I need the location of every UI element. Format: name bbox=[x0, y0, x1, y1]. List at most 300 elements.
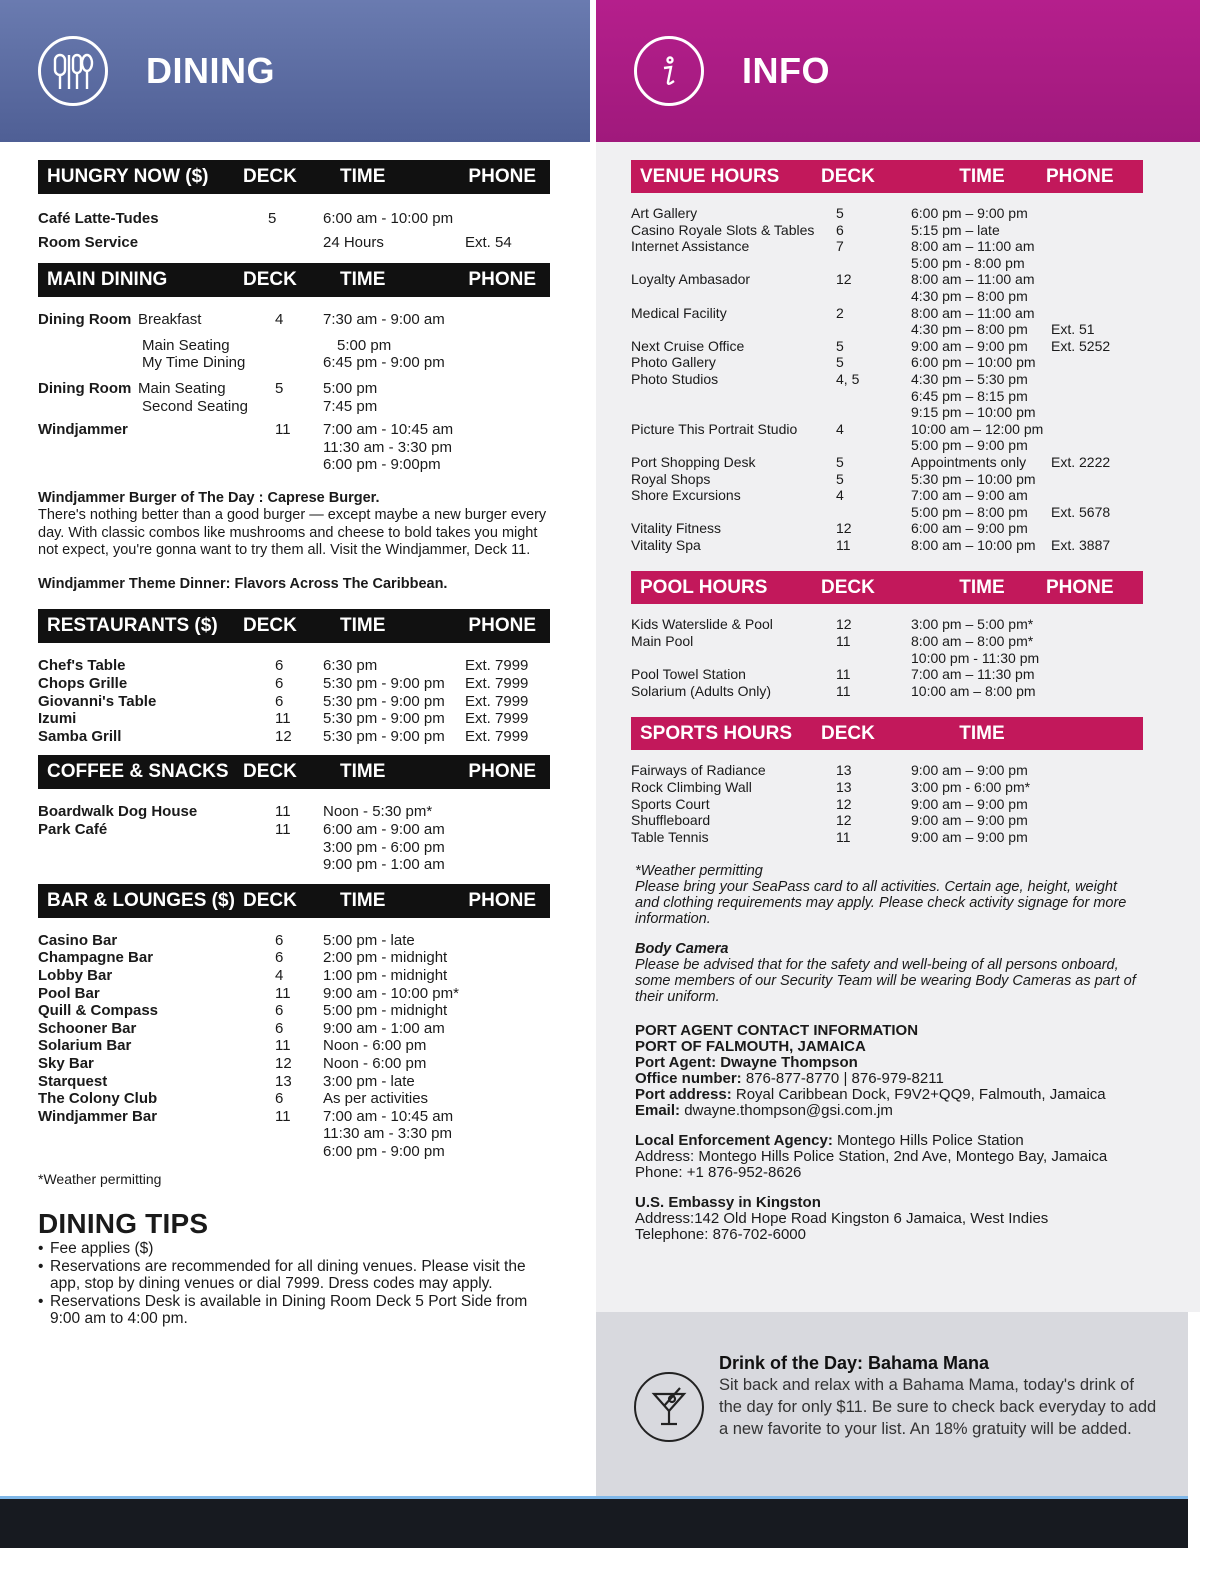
venue-deck: 11 bbox=[275, 803, 291, 821]
venue-phone: Ext. 3887 bbox=[1051, 536, 1111, 553]
venue-name bbox=[38, 1143, 275, 1161]
venue-time: 3:00 pm - 6:00 pm bbox=[323, 838, 445, 856]
port-agent: Port Agent: Dwayne Thompson bbox=[635, 1054, 858, 1072]
venue-name bbox=[38, 337, 138, 355]
venue-name: Pool Bar bbox=[38, 984, 100, 1002]
venue-deck: 11 bbox=[275, 984, 291, 1002]
venue-name: Fairways of Radiance bbox=[631, 762, 766, 779]
venue-sub bbox=[138, 439, 275, 457]
venue-deck: 6 bbox=[275, 1019, 284, 1037]
venue-sub: Main Seating bbox=[138, 379, 226, 397]
venue-deck bbox=[836, 437, 911, 454]
list-item bbox=[38, 1020, 550, 1038]
venue-deck bbox=[275, 456, 323, 474]
venue-name: Giovanni's Table bbox=[38, 692, 157, 710]
venue-name: Room Service bbox=[38, 233, 139, 251]
main-dining-header bbox=[38, 263, 550, 297]
list-item bbox=[631, 454, 1143, 471]
section-title: VENUE HOURS bbox=[640, 165, 780, 187]
venue-name: Quill & Compass bbox=[38, 1002, 159, 1020]
venue-name bbox=[38, 1125, 275, 1143]
list-item bbox=[631, 271, 1143, 288]
column-time: TIME bbox=[340, 889, 386, 911]
list-item bbox=[38, 856, 550, 874]
embassy-address: Address:142 Old Hope Road Kingston 6 Jamaica, West Indies bbox=[635, 1210, 1049, 1228]
enforcement-info bbox=[635, 1133, 1143, 1181]
venue-deck: 6 bbox=[275, 949, 284, 967]
list-item bbox=[38, 1125, 550, 1143]
venue-name bbox=[631, 288, 836, 305]
venue-deck: 2 bbox=[836, 304, 844, 321]
list-item bbox=[38, 803, 550, 821]
venue-time: 7:00 am – 11:30 pm bbox=[911, 666, 1035, 683]
venue-deck: 12 bbox=[275, 727, 292, 745]
list-item bbox=[38, 1037, 550, 1055]
list-item bbox=[38, 728, 550, 746]
venue-name bbox=[38, 856, 275, 874]
venue-time: 9:00 am – 9:00 pm bbox=[911, 337, 1028, 354]
column-deck: DECK bbox=[243, 889, 297, 911]
venue-time: 5:00 pm - midnight bbox=[323, 1002, 448, 1020]
seapass-note: Please bring your SeaPass card to all activities. Certain age, height, weight and clothing requirements may apply. Please check activity signage for more information. bbox=[635, 879, 1127, 928]
port-agent-info bbox=[635, 1023, 1143, 1119]
drink-description: Sit back and relax with a Bahama Mama, today's drink of the day for only $11. Be sure to check back everyday to add a new favorite to your list. An 18% gratuity will be added. bbox=[719, 1376, 1157, 1438]
venue-time: 9:00 pm - 1:00 am bbox=[323, 856, 445, 874]
venue-name: Photo Gallery bbox=[631, 354, 716, 371]
enforcement-phone: Phone: +1 876-952-8626 bbox=[635, 1164, 802, 1182]
list-item bbox=[631, 829, 1143, 846]
dining-column bbox=[38, 160, 550, 1328]
list-item bbox=[631, 222, 1143, 239]
venue-name bbox=[631, 404, 836, 421]
venue-phone bbox=[1051, 404, 1143, 421]
list-item bbox=[631, 437, 1143, 454]
column-time: TIME bbox=[340, 166, 386, 187]
venue-deck: 11 bbox=[275, 1107, 291, 1125]
venue-deck: 12 bbox=[836, 812, 852, 829]
venue-deck bbox=[268, 234, 323, 252]
list-item bbox=[631, 650, 1143, 667]
burger-title: Windjammer Burger of The Day : Caprese Burger. bbox=[38, 489, 380, 506]
tip-item: • Fee applies ($) bbox=[38, 1240, 550, 1258]
venue-time: As per activities bbox=[323, 1090, 429, 1108]
venue-name: Vitality Fitness bbox=[631, 520, 721, 537]
venue-sub: My Time Dining bbox=[142, 354, 246, 372]
burger-text: There's nothing better than a good burger — except maybe a new burger every day. With classic combos like mushrooms and cheese to bold takes you might not expect, you're gonna want to try them all. Visit the Windjammer, Deck 11. bbox=[38, 507, 547, 559]
venue-name: Royal Shops bbox=[631, 470, 711, 487]
venue-deck bbox=[836, 650, 911, 667]
venue-deck: 6 bbox=[275, 692, 284, 710]
venue-time: 9:00 am – 9:00 pm bbox=[911, 762, 1028, 779]
venue-name: Casino Royale Slots & Tables bbox=[631, 221, 815, 238]
venue-deck bbox=[275, 856, 323, 874]
list-item bbox=[38, 949, 550, 967]
list-item bbox=[38, 421, 550, 439]
venue-name: Port Shopping Desk bbox=[631, 453, 756, 470]
venue-deck: 11 bbox=[836, 633, 851, 650]
footer-bar bbox=[0, 1496, 1188, 1548]
venue-name bbox=[38, 456, 138, 474]
list-item bbox=[38, 932, 550, 950]
column-time: TIME bbox=[340, 761, 386, 783]
list-item bbox=[38, 693, 550, 711]
column-time: TIME bbox=[959, 165, 1005, 187]
venue-phone bbox=[1051, 255, 1143, 272]
body-camera-text: Please be advised that for the safety and well-being of all persons onboard, some members of our Security Team will be wearing Body Cameras as part of their uniform. bbox=[635, 957, 1136, 1006]
port-title: PORT AGENT CONTACT INFORMATION bbox=[635, 1022, 919, 1040]
venue-phone bbox=[1051, 371, 1143, 388]
venue-name: Starquest bbox=[38, 1072, 108, 1090]
drink-title: Drink of the Day: Bahama Mana bbox=[719, 1353, 990, 1373]
list-item bbox=[631, 354, 1143, 371]
venue-time: 5:30 pm – 10:00 pm bbox=[911, 470, 1036, 487]
venue-name bbox=[38, 439, 138, 457]
venue-deck bbox=[275, 1125, 323, 1143]
venue-time: 9:00 am - 10:00 pm* bbox=[323, 984, 459, 1002]
venue-name: Chef's Table bbox=[38, 657, 126, 675]
venue-name: Samba Grill bbox=[38, 727, 122, 745]
venue-deck: 13 bbox=[836, 762, 852, 779]
venue-name: Dining Room bbox=[38, 311, 132, 329]
venue-name: Picture This Portrait Studio bbox=[631, 420, 798, 437]
info-column bbox=[631, 160, 1143, 1243]
list-item bbox=[631, 255, 1143, 272]
venue-deck bbox=[275, 439, 323, 457]
venue-name: Next Cruise Office bbox=[631, 337, 745, 354]
column-phone: PHONE bbox=[468, 269, 536, 291]
pool-hours-list bbox=[631, 604, 1143, 717]
venue-name: Izumi bbox=[38, 710, 77, 728]
burger-of-day bbox=[38, 490, 550, 560]
venue-deck: 5 bbox=[836, 453, 844, 470]
office-label: Office number: bbox=[635, 1070, 742, 1088]
venue-deck: 11 bbox=[275, 1037, 291, 1055]
venue-deck: 13 bbox=[275, 1072, 292, 1090]
venue-name: Café Latte-Tudes bbox=[38, 210, 159, 227]
venue-deck: 4 bbox=[836, 420, 844, 437]
column-phone: PHONE bbox=[1046, 165, 1114, 187]
venue-deck: 5 bbox=[836, 354, 844, 371]
venue-time: 10:00 pm - 11:30 pm bbox=[911, 649, 1040, 666]
venue-name: Lobby Bar bbox=[38, 966, 113, 984]
venue-deck: 6 bbox=[275, 1090, 284, 1108]
venue-deck: 11 bbox=[836, 666, 851, 683]
coffee-snacks-list bbox=[38, 789, 550, 883]
embassy-phone: Telephone: 876-702-6000 bbox=[635, 1226, 806, 1244]
venue-name bbox=[38, 398, 138, 416]
venue-time: 11:30 am - 3:30 pm bbox=[323, 1125, 452, 1143]
list-item bbox=[38, 967, 550, 985]
venue-sub: Main Seating bbox=[142, 336, 230, 354]
venue-time: 6:45 pm - 9:00 pm bbox=[323, 354, 445, 372]
column-time: TIME bbox=[959, 576, 1005, 598]
venue-time: 8:00 am – 11:00 am bbox=[911, 271, 1035, 288]
section-title: POOL HOURS bbox=[640, 576, 768, 598]
venue-time: 5:30 pm - 9:00 pm bbox=[323, 692, 445, 710]
venue-time: 6:00 pm - 9:00 pm bbox=[323, 1142, 445, 1160]
venue-phone bbox=[1051, 487, 1143, 504]
venue-phone bbox=[1051, 271, 1143, 288]
venue-phone: Ext. 5678 bbox=[1051, 503, 1111, 520]
list-item bbox=[631, 205, 1143, 222]
venue-deck bbox=[275, 337, 323, 355]
venue-deck: 11 bbox=[836, 536, 851, 553]
venue-name: Solarium Bar bbox=[38, 1037, 132, 1055]
venue-phone bbox=[465, 210, 550, 228]
venue-deck: 11 bbox=[275, 710, 291, 728]
venue-deck: 6 bbox=[275, 675, 284, 693]
list-item bbox=[38, 839, 550, 857]
section-title: HUNGRY NOW ($) bbox=[47, 166, 209, 187]
venue-sub: Second Seating bbox=[142, 397, 248, 415]
list-item bbox=[631, 388, 1143, 405]
restaurants-list bbox=[38, 643, 550, 755]
venue-time: 5:00 pm bbox=[323, 379, 378, 397]
venue-time: 6:30 pm bbox=[323, 657, 378, 675]
venue-deck: 13 bbox=[836, 779, 852, 796]
list-item bbox=[38, 1090, 550, 1108]
enforcement-label: Local Enforcement Agency: bbox=[635, 1132, 833, 1150]
info-title: INFO bbox=[742, 50, 830, 91]
venue-name: Windjammer Bar bbox=[38, 1107, 158, 1125]
venue-phone bbox=[1051, 238, 1143, 255]
venue-time: 6:00 pm – 9:00 pm bbox=[911, 205, 1028, 221]
venue-time: 9:00 am – 9:00 pm bbox=[911, 795, 1028, 812]
venue-deck: 6 bbox=[275, 1002, 284, 1020]
venue-phone: Ext. 2222 bbox=[1051, 453, 1111, 470]
venue-time: 3:00 pm - late bbox=[323, 1072, 415, 1090]
venue-name bbox=[38, 354, 138, 372]
venue-name: Kids Waterslide & Pool bbox=[631, 616, 773, 633]
venue-phone bbox=[1051, 222, 1143, 239]
venue-deck bbox=[836, 321, 911, 338]
dining-header bbox=[0, 0, 590, 142]
list-item bbox=[38, 337, 550, 355]
venue-time: 9:00 am – 9:00 pm bbox=[911, 828, 1028, 845]
venue-name: Shuffleboard bbox=[631, 812, 711, 829]
list-item bbox=[631, 504, 1143, 521]
fork-knife-icon bbox=[38, 36, 108, 106]
list-item bbox=[38, 985, 550, 1003]
venue-name: Sports Court bbox=[631, 795, 710, 812]
venue-time: 6:00 pm - 9:00pm bbox=[323, 456, 441, 474]
weather-note: *Weather permitting bbox=[38, 1170, 162, 1187]
column-phone: PHONE bbox=[468, 761, 536, 783]
list-item bbox=[38, 439, 550, 457]
list-item bbox=[38, 311, 550, 329]
venue-time: 1:00 pm - midnight bbox=[323, 966, 448, 984]
venue-phone: Ext. 7999 bbox=[465, 675, 529, 693]
venue-time: 24 Hours bbox=[323, 233, 384, 251]
venue-deck: 4, 5 bbox=[836, 370, 860, 387]
list-item bbox=[631, 371, 1143, 388]
column-deck: DECK bbox=[821, 576, 875, 598]
venue-time: 8:00 am – 11:00 am bbox=[911, 304, 1035, 321]
venue-phone: Ext. 54 bbox=[465, 233, 512, 251]
venue-phone bbox=[1051, 520, 1143, 537]
venue-deck: 11 bbox=[275, 821, 291, 838]
bars-lounges-list bbox=[38, 918, 550, 1198]
venue-deck bbox=[836, 388, 911, 405]
venue-deck: 12 bbox=[836, 795, 852, 812]
venue-deck: 5 bbox=[268, 210, 277, 227]
list-item bbox=[38, 210, 550, 228]
section-title: MAIN DINING bbox=[47, 269, 168, 291]
venue-phone bbox=[1051, 388, 1143, 405]
column-deck: DECK bbox=[243, 269, 297, 291]
list-item bbox=[631, 762, 1143, 779]
venue-deck: 11 bbox=[836, 682, 851, 699]
list-item bbox=[38, 354, 550, 372]
port-name: PORT OF FALMOUTH, JAMAICA bbox=[635, 1038, 866, 1056]
weather-note: *Weather permitting bbox=[635, 863, 763, 880]
venue-hours-list bbox=[631, 193, 1143, 571]
list-item bbox=[631, 666, 1143, 683]
venue-name bbox=[631, 504, 836, 521]
venue-time: 5:00 pm bbox=[337, 336, 392, 354]
office-number: 876-877-8770 | 876-979-8211 bbox=[745, 1070, 944, 1088]
venue-time: 6:00 pm – 10:00 pm bbox=[911, 354, 1036, 371]
venue-time: 8:00 am – 11:00 am bbox=[911, 238, 1035, 255]
list-item bbox=[631, 537, 1143, 554]
venue-time: 9:00 am - 1:00 am bbox=[323, 1019, 445, 1037]
tip-item: • Reservations are recommended for all dining venues. Please visit the app, stop by dining venues or dial 7999. Dress codes may apply. bbox=[38, 1258, 550, 1293]
venue-time: 8:00 am – 8:00 pm* bbox=[911, 633, 1034, 650]
venue-time: 7:00 am – 9:00 am bbox=[911, 487, 1028, 504]
hungry-now-header bbox=[38, 160, 550, 194]
column-deck: DECK bbox=[821, 722, 875, 744]
venue-deck: 4 bbox=[275, 311, 284, 329]
venue-name bbox=[631, 437, 836, 454]
list-item bbox=[631, 338, 1143, 355]
theme-dinner: Windjammer Theme Dinner: Flavors Across The Caribbean. bbox=[38, 575, 448, 592]
venue-name: Vitality Spa bbox=[631, 536, 701, 553]
venue-name: Schooner Bar bbox=[38, 1019, 137, 1037]
list-item bbox=[38, 380, 550, 398]
venue-deck bbox=[275, 839, 323, 857]
venue-time: 5:30 pm - 9:00 pm bbox=[323, 675, 445, 693]
venue-time: 4:30 pm – 8:00 pm bbox=[911, 321, 1028, 338]
venue-phone bbox=[1051, 288, 1143, 305]
list-item bbox=[38, 1002, 550, 1020]
venue-deck: 5 bbox=[275, 379, 284, 397]
venue-time: 7:00 am - 10:45 am bbox=[323, 1107, 454, 1125]
venue-name: Park Café bbox=[38, 821, 108, 838]
list-item bbox=[38, 456, 550, 474]
venue-name: Shore Excursions bbox=[631, 487, 741, 504]
restaurants-header bbox=[38, 609, 550, 643]
venue-phone bbox=[1051, 305, 1143, 322]
venue-name: Main Pool bbox=[631, 633, 694, 650]
venue-name: Loyalty Ambasador bbox=[631, 271, 751, 288]
venue-time: 5:00 pm – 8:00 pm bbox=[911, 503, 1028, 520]
embassy-info bbox=[635, 1195, 1143, 1243]
venue-name: Champagne Bar bbox=[38, 949, 154, 967]
venue-deck: 5 bbox=[836, 470, 844, 487]
list-item bbox=[631, 321, 1143, 338]
venue-deck: 11 bbox=[275, 421, 291, 439]
venue-time: 4:30 pm – 5:30 pm bbox=[911, 370, 1028, 387]
venue-phone bbox=[1051, 205, 1143, 222]
list-item bbox=[631, 305, 1143, 322]
venue-name: Table Tennis bbox=[631, 828, 709, 845]
venue-time: 6:45 pm – 8:15 pm bbox=[911, 387, 1028, 404]
venue-name: Casino Bar bbox=[38, 931, 118, 949]
info-icon bbox=[634, 36, 704, 106]
list-item bbox=[38, 1055, 550, 1073]
list-item bbox=[631, 779, 1143, 796]
venue-phone: Ext. 7999 bbox=[465, 657, 529, 675]
venue-deck bbox=[275, 1143, 323, 1161]
venue-time: 6:00 am – 9:00 pm bbox=[911, 520, 1028, 537]
venue-phone bbox=[1051, 437, 1143, 454]
venue-name: Pool Towel Station bbox=[631, 666, 746, 683]
venue-name bbox=[631, 321, 836, 338]
venue-deck: 12 bbox=[836, 616, 852, 633]
dining-tips-title: DINING TIPS bbox=[38, 1208, 209, 1240]
venue-name: Art Gallery bbox=[631, 205, 698, 221]
sports-hours-list bbox=[631, 750, 1143, 863]
venue-time: 10:00 am – 8:00 pm bbox=[911, 682, 1036, 699]
venue-deck bbox=[275, 398, 323, 416]
venue-name bbox=[631, 650, 836, 667]
venue-deck: 6 bbox=[275, 931, 284, 949]
list-item bbox=[38, 657, 550, 675]
list-item bbox=[38, 1108, 550, 1126]
venue-time: 10:00 am – 12:00 pm bbox=[911, 420, 1044, 437]
venue-name: The Colony Club bbox=[38, 1090, 158, 1108]
pool-hours-header bbox=[631, 571, 1143, 604]
venue-deck bbox=[836, 255, 911, 272]
venue-hours-header bbox=[631, 160, 1143, 193]
venue-time: Noon - 6:00 pm bbox=[323, 1037, 427, 1055]
venue-name: Solarium (Adults Only) bbox=[631, 682, 772, 699]
venue-phone bbox=[1051, 471, 1143, 488]
address-label: Port address: bbox=[635, 1086, 732, 1104]
column-phone: PHONE bbox=[468, 889, 536, 911]
main-dining-list bbox=[38, 297, 550, 603]
venue-sub: Breakfast bbox=[138, 311, 202, 329]
column-phone: PHONE bbox=[1046, 576, 1114, 598]
venue-deck: 12 bbox=[836, 520, 852, 537]
venue-time: 3:00 pm - 6:00 pm* bbox=[911, 779, 1031, 796]
venue-deck: 4 bbox=[836, 487, 844, 504]
venue-phone: Ext. 7999 bbox=[465, 727, 529, 745]
drink-of-day-box bbox=[596, 1312, 1188, 1496]
venue-time: 6:00 am - 9:00 am bbox=[323, 821, 445, 838]
venue-deck: 4 bbox=[275, 966, 284, 984]
column-phone: PHONE bbox=[468, 615, 536, 637]
list-item bbox=[38, 1073, 550, 1091]
venue-time: 4:30 pm – 8:00 pm bbox=[911, 287, 1028, 304]
venue-deck: 5 bbox=[836, 337, 844, 354]
venue-time: 7:45 pm bbox=[323, 397, 378, 415]
venue-name: Internet Assistance bbox=[631, 238, 750, 255]
venue-time: 8:00 am – 10:00 pm bbox=[911, 536, 1036, 553]
venue-deck bbox=[836, 288, 911, 305]
cocktail-glass-icon bbox=[634, 1372, 704, 1442]
body-camera-title: Body Camera bbox=[635, 941, 729, 958]
list-item bbox=[38, 234, 550, 252]
venue-time: 6:00 am - 10:00 pm bbox=[323, 210, 454, 227]
venue-time: 2:00 pm - midnight bbox=[323, 949, 448, 967]
venue-name: Medical Facility bbox=[631, 304, 727, 321]
tip-item: • Reservations Desk is available in Dining Room Deck 5 Port Side from 9:00 am to 4:00 pm. bbox=[38, 1293, 550, 1328]
coffee-snacks-header bbox=[38, 755, 550, 789]
section-title: BAR & LOUNGES ($) bbox=[47, 889, 235, 911]
column-deck: DECK bbox=[821, 165, 875, 187]
body-camera-note bbox=[635, 941, 1143, 1005]
